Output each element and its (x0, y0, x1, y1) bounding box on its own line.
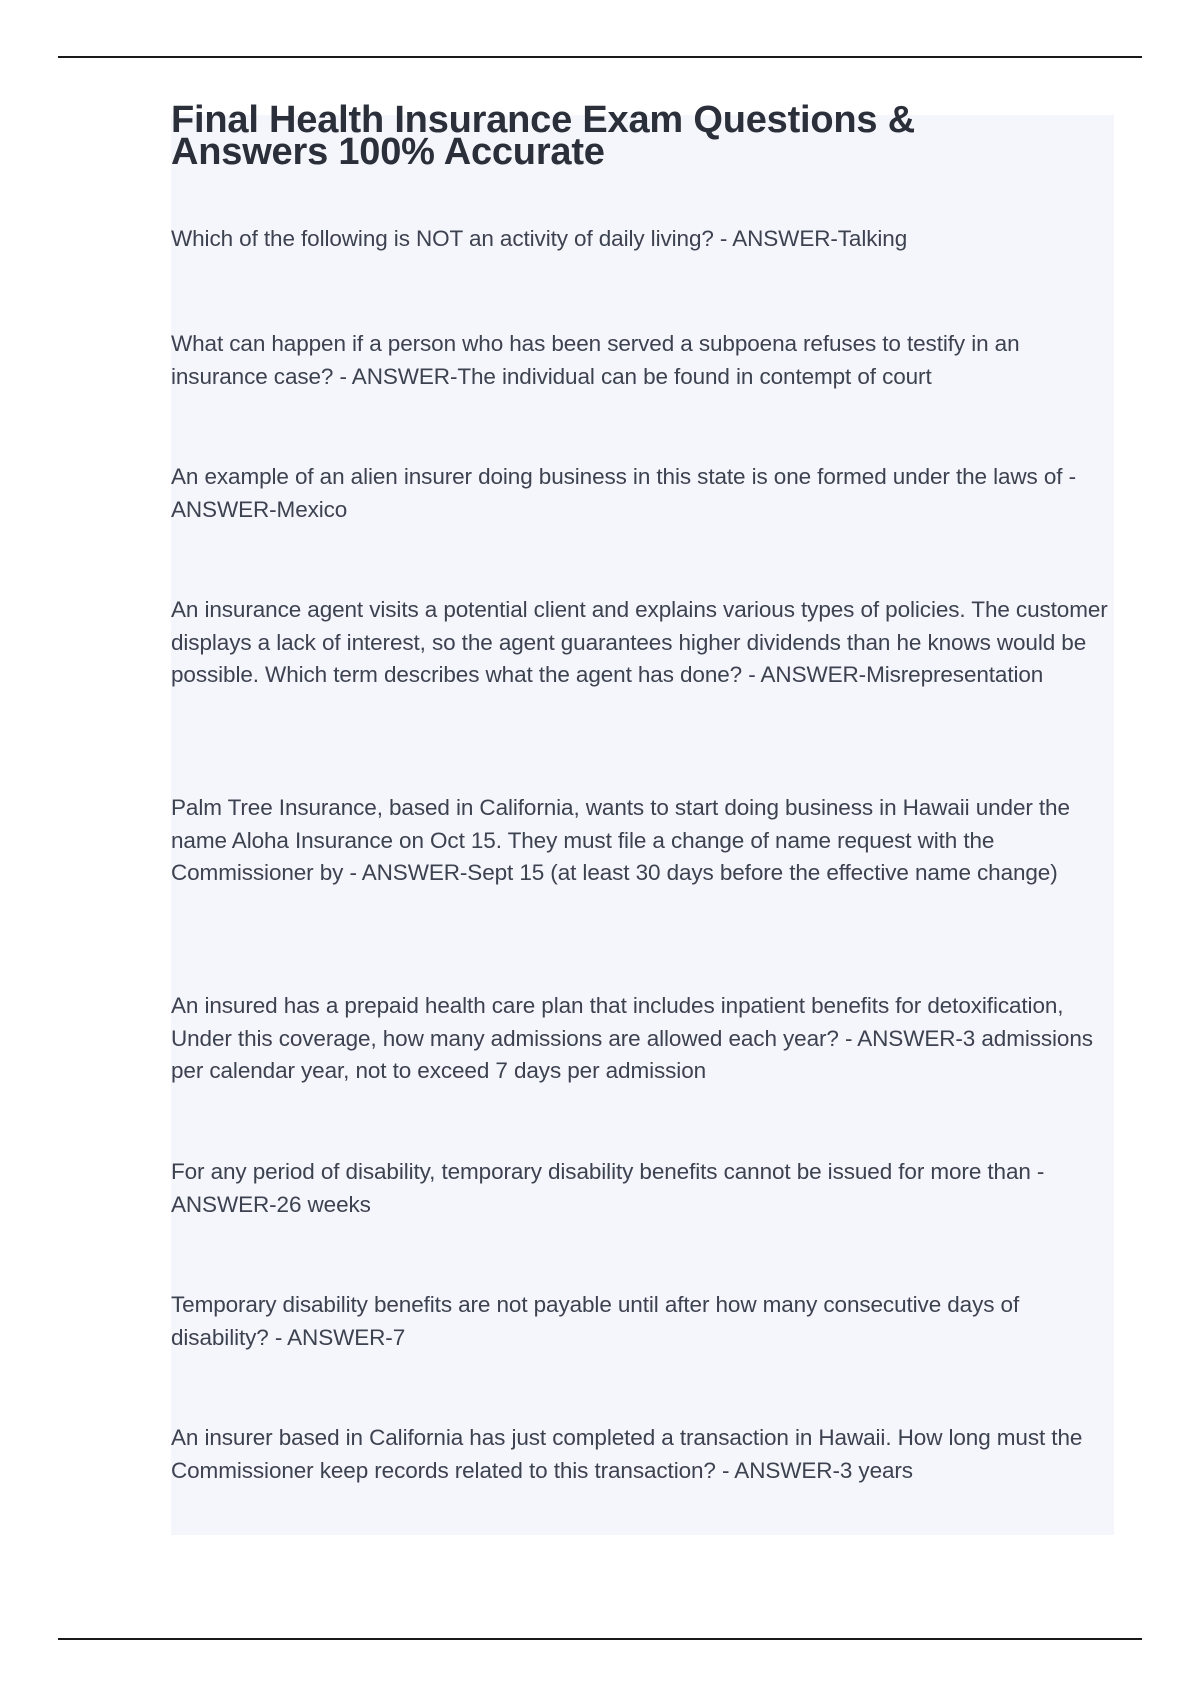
qa-text: An example of an alien insurer doing business in this state is one formed under the laws of - ANSWER-Mexico (171, 464, 1076, 522)
document-title: Final Health Insurance Exam Questions & Answers 100% Accurate (171, 99, 915, 173)
qa-item (171, 1289, 1116, 1354)
qa-text: Palm Tree Insurance, based in California, wants to start doing business in Hawaii under the name Aloha Insurance on Oct 15. They must file a change of name request with the Commissioner by - ANSWER-Sept 15 (at least 30 days before the effective name change) (171, 795, 1070, 885)
qa-text: What can happen if a person who has been served a subpoena refuses to testify in an insurance case? - ANSWER-The individual can be found in contempt of court (171, 331, 1020, 389)
qa-item (171, 461, 1116, 526)
qa-item (171, 792, 1116, 890)
qa-text: Temporary disability benefits are not payable until after how many consecutive days of disability? - ANSWER-7 (171, 1292, 1020, 1350)
qa-item (171, 990, 1116, 1088)
qa-item (171, 594, 1116, 692)
bottom-rule (58, 1638, 1142, 1640)
qa-item (171, 223, 1116, 256)
qa-text: An insurer based in California has just completed a transaction in Hawaii. How long must the Commissioner keep records related to this transaction? - ANSWER-3 years (171, 1425, 1083, 1483)
qa-text: An insurance agent visits a potential client and explains various types of policies. The customer displays a lack of interest, so the agent guarantees higher dividends than he knows would be possible. Which term describes what the agent has done? - ANSWER-Misrepresentation (171, 597, 1108, 687)
top-rule (58, 56, 1142, 58)
qa-text: For any period of disability, temporary disability benefits cannot be issued for more than - ANSWER-26 weeks (171, 1159, 1045, 1217)
qa-item (171, 1156, 1116, 1221)
qa-item (171, 1422, 1116, 1487)
qa-text: An insured has a prepaid health care plan that includes inpatient benefits for detoxification, Under this coverage, how many admissions are allowed each year? - ANSWER-3 admissions per calendar year, not to exceed 7 days per admission (171, 993, 1093, 1083)
qa-text: Which of the following is NOT an activity of daily living? - ANSWER-Talking (171, 226, 908, 251)
qa-item (171, 328, 1116, 393)
